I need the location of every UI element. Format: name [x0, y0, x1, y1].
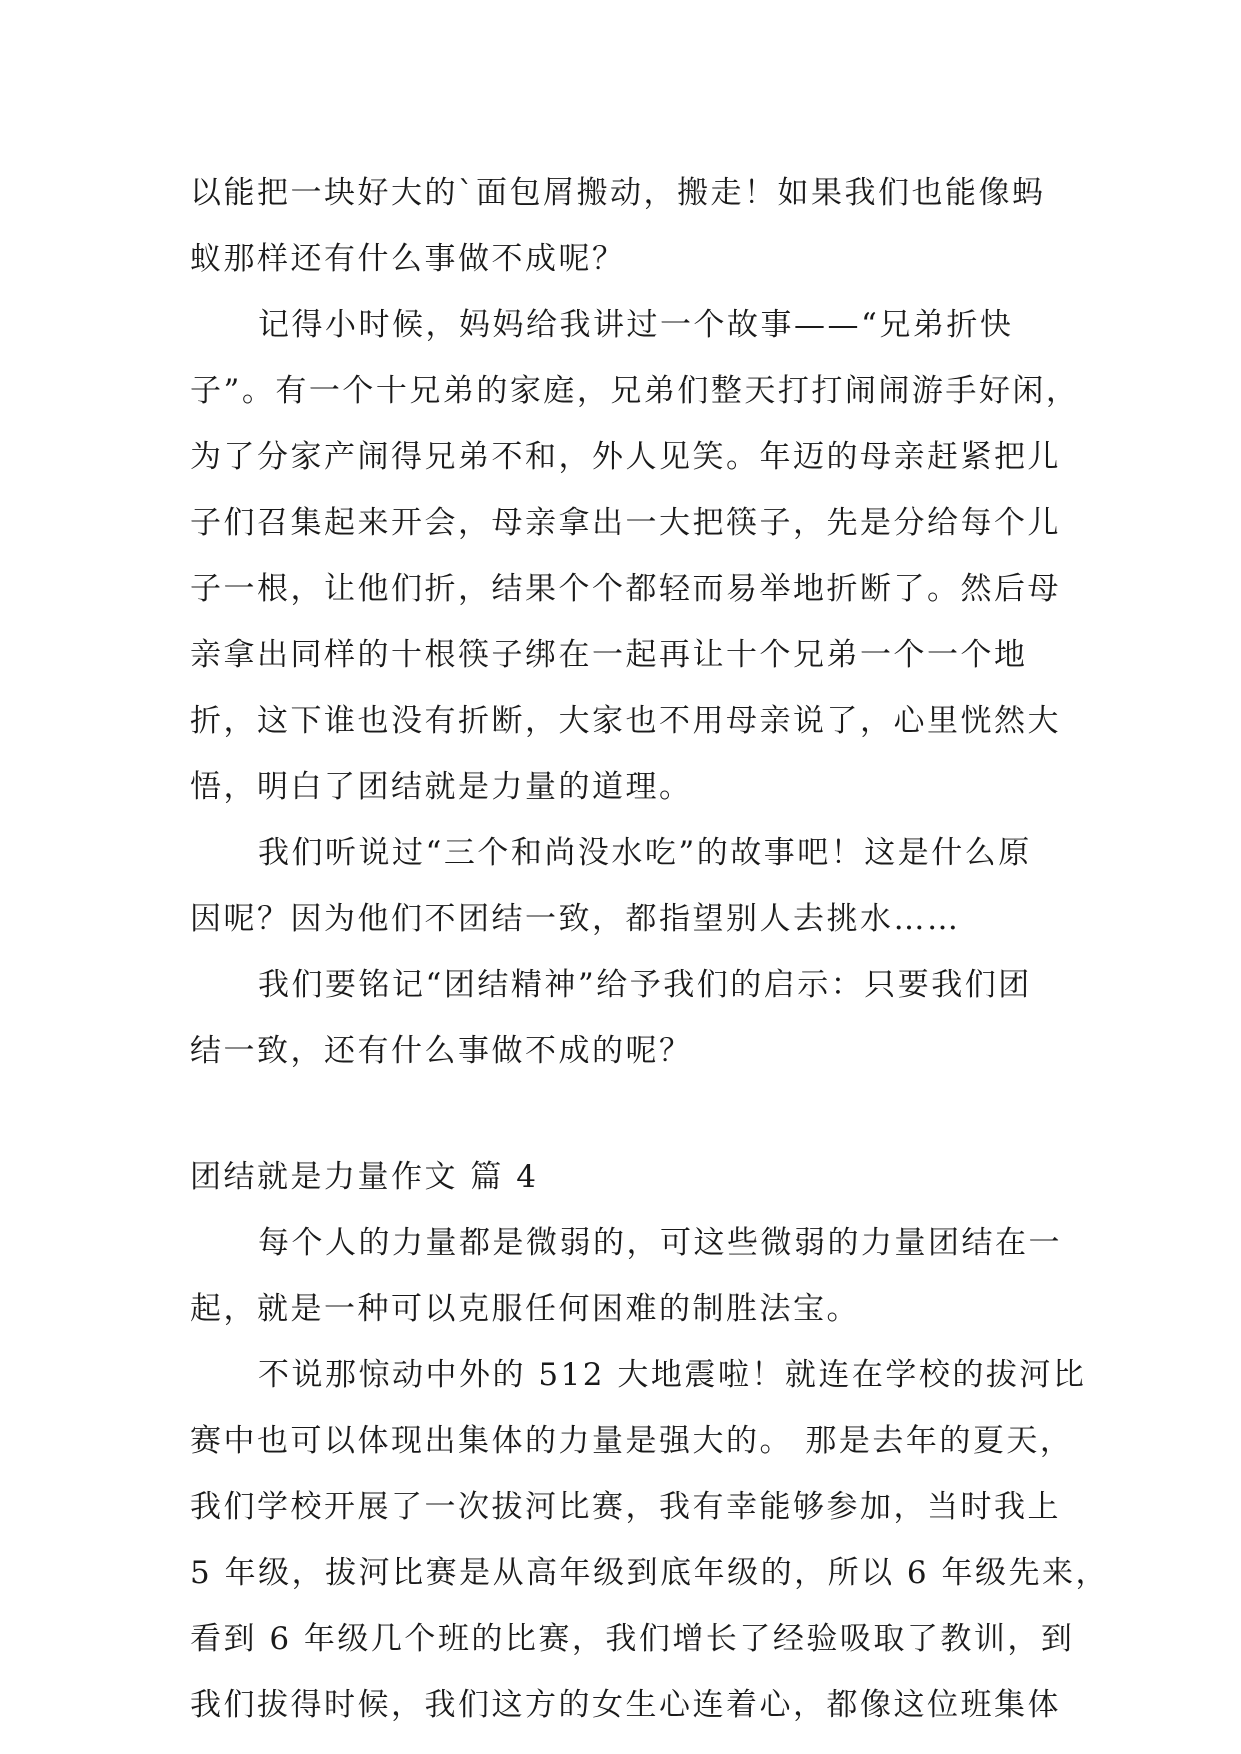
text-line: 蚁那样还有什么事做不成呢？	[190, 241, 626, 277]
text-line: 亲拿出同样的十根筷子绑在一起再让十个兄弟一个一个地	[190, 637, 1028, 673]
paragraph-first-line: 我们听说过“三个和尚没水吃”的故事吧！这是什么原	[258, 835, 1032, 871]
text-line: 折，这下谁也没有折断，大家也不用母亲说了，心里恍然大	[190, 703, 1061, 739]
text-line: 以能把一块好大的`面包屑搬动，搬走！如果我们也能像蚂	[190, 175, 1046, 211]
paragraph-first-line: 我们要铭记“团结精神”给予我们的启示：只要我们团	[258, 967, 1032, 1003]
text-line: 子一根，让他们折，结果个个都轻而易举地折断了。然后母	[190, 571, 1061, 607]
text-line: 悟，明白了团结就是力量的道理。	[190, 769, 693, 805]
text-line: 为了分家产闹得兄弟不和，外人见笑。年迈的母亲赶紧把儿	[190, 439, 1061, 475]
text-line: 我们学校开展了一次拔河比赛，我有幸能够参加，当时我上	[190, 1489, 1061, 1525]
document-body	[190, 160, 1110, 1738]
text-line: 赛中也可以体现出集体的力量是强大的。 那是去年的夏天，	[190, 1423, 1074, 1459]
paragraph-first-line: 不说那惊动中外的 512 大地震啦！就连在学校的拔河比	[258, 1357, 1087, 1393]
text-line: 起，就是一种可以克服任何困难的制胜法宝。	[190, 1291, 860, 1327]
section-gap	[190, 1084, 1050, 1144]
text-line: 我们拔得时候，我们这方的女生心连着心，都像这位班集体	[190, 1687, 1061, 1723]
text-line: 子”。有一个十兄弟的家庭，兄弟们整天打打闹闹游手好闲，	[190, 373, 1080, 409]
text-line: 因呢？因为他们不团结一致，都指望别人去挑水……	[190, 901, 961, 937]
paragraph-first-line: 每个人的力量都是微弱的，可这些微弱的力量团结在一	[258, 1225, 1062, 1261]
section-heading: 团结就是力量作文 篇 4	[190, 1159, 539, 1195]
text-line: 5 年级，拔河比赛是从高年级到底年级的，所以 6 年级先来，	[190, 1555, 1110, 1591]
paragraph-first-line: 记得小时候，妈妈给我讲过一个故事——“兄弟折快	[258, 307, 1014, 343]
text-line: 子们召集起来开会，母亲拿出一大把筷子，先是分给每个儿	[190, 505, 1061, 541]
text-line: 看到 6 年级几个班的比赛，我们增长了经验吸取了教训，到	[190, 1621, 1075, 1657]
text-line: 结一致，还有什么事做不成的呢？	[190, 1033, 693, 1069]
